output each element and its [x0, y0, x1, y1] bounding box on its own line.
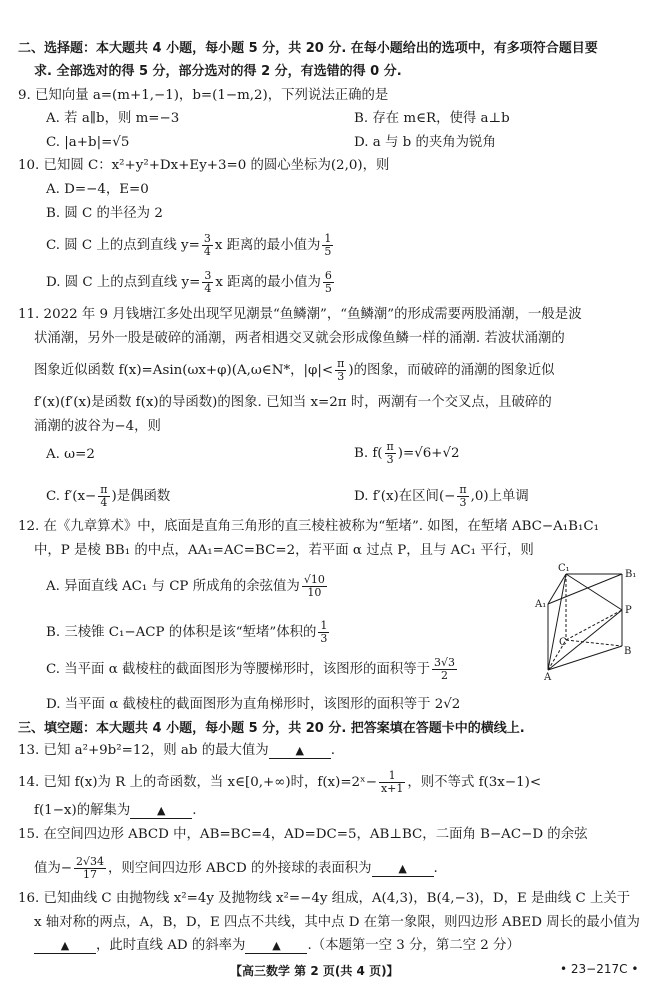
q12-line1: 12. 在《九章算术》中，底面是直角三角形的直三棱柱被称为“堑堵”. 如图，在堑堵 ABC−A₁B₁C₁ — [18, 519, 599, 534]
edge-a-b — [548, 646, 622, 670]
label-c1: C₁ — [558, 563, 570, 574]
q13: 13. 已知 a²+9b²=12，则 ab 的最大值为 ▲ . — [18, 743, 335, 758]
q9-option-a: A. 若 a∥b，则 m=−3 — [46, 111, 180, 126]
frac-c-answer: $\frac{1}{5}$ — [324, 232, 332, 258]
q12-option-d: D. 当平面 α 截棱柱的截面图形为直角梯形时，该图形的面积等于 2√2 — [46, 697, 461, 712]
answer-blank[interactable]: ▲ — [245, 939, 307, 954]
q14-line2: f(1−x)的解集为 ▲ . — [34, 803, 197, 818]
edge-c-b — [566, 640, 622, 646]
prism-figure — [526, 560, 644, 682]
q14-line1: 14. 已知 f(x)为 R 上的奇函数，当 x∈[0,+∞)时，f(x)=2ˣ− $\frac{1}{x+1}$ ，则不等式 f(3x−1)< — [18, 769, 542, 795]
label-b: B — [624, 646, 632, 657]
frac-d-answer: $\frac{6}{5}$ — [324, 269, 332, 295]
q12-option-c: C. 当平面 α 截棱柱的截面图形为等腰梯形时，该图形的面积等于 $\frac{3√3}{2}$ — [46, 656, 456, 682]
label-c: C — [559, 637, 567, 648]
q10-option-a: A. D=−4，E=0 — [46, 182, 149, 197]
q9-option-c: C. |a+b|=√5 — [46, 135, 130, 150]
footer-page-info: 【高三数学 第 2 页(共 4 页)】 — [230, 964, 399, 978]
answer-blank[interactable]: ▲ — [34, 939, 96, 954]
label-a1: A₁ — [535, 599, 547, 610]
edge-c-p — [566, 610, 622, 640]
frac-3-4: $\frac{3}{4}$ — [204, 269, 212, 295]
q10-option-c: C. 圆 C 上的点到直线 y= $\frac{3}{4}$ x 距离的最小值为 $\frac{1}{5}$ — [46, 232, 332, 258]
q11-line4: f′(x)(f′(x)是函数 f(x)的导函数)的图象. 已知当 x=2π 时，两潮有一个交叉点，且破碎的 — [34, 395, 552, 410]
q10-option-b: B. 圆 C 的半径为 2 — [46, 206, 163, 221]
q16-line2: x 轴对称的两点，A，B，D，E 四点不共线，其中点 D 在第一象限，则四边形 ABED 周长的最小值为 — [34, 915, 640, 930]
q15-line2: 值为− $\frac{2√34}{17}$ ，则空间四边形 ABCD 的外接球的表面积为 ▲ . — [34, 855, 438, 881]
q11-option-a: A. ω=2 — [46, 447, 95, 462]
section2-title-line2: 求. 全部选对的得 5 分，部分选对的得 2 分，有选错的得 0 分. — [34, 64, 402, 79]
q9-stem: 9. 已知向量 a=(m+1,−1)，b=(1−m,2)，下列说法正确的是 — [18, 88, 389, 103]
q12-option-a: A. 异面直线 AC₁ 与 CP 所成角的余弦值为 $\frac{√10}{10}$ — [46, 573, 325, 599]
answer-blank[interactable]: ▲ — [130, 804, 192, 819]
section2-title-line1: 二、选择题：本大题共 4 小题，每小题 5 分，共 20 分. 在每小题给出的选项中，有多项符合题目要 — [18, 41, 598, 56]
edge-a1-b1 — [548, 574, 622, 604]
q15-line1: 15. 在空间四边形 ABCD 中，AB=BC=4，AD=DC=5，AB⊥BC，二面角 B−AC−D 的余弦 — [18, 827, 588, 842]
q11-line2: 状涌潮，另外一股是破碎的涌潮，两者相遇交叉就会形成像鱼鳞一样的涌潮. 若波状涌潮的 — [34, 331, 565, 346]
q12-line2: 中，P 是棱 BB₁ 的中点，AA₁=AC=BC=2，若平面 α 过点 P，且与 AC₁ 平行，则 — [34, 543, 534, 558]
frac-3-4: $\frac{3}{4}$ — [203, 232, 211, 258]
answer-blank[interactable]: ▲ — [372, 862, 434, 877]
q11-option-d: D. f′(x)在区间(− $\frac{\pi}{3}$ ,0)上单调 — [354, 483, 529, 509]
label-a: A — [544, 672, 552, 682]
footer-code: • 23−217C • — [560, 962, 639, 976]
answer-blank[interactable]: ▲ — [269, 744, 331, 759]
q11-line5: 涌潮的波谷为−4，则 — [34, 419, 161, 434]
q11-option-c: C. f′(x− $\frac{\pi}{4}$ )是偶函数 — [46, 483, 171, 509]
section3-title: 三、填空题：本大题共 4 小题，每小题 5 分，共 20 分. 把答案填在答题卡中的横线上. — [18, 721, 525, 736]
q9-option-d: D. a 与 b 的夹角为锐角 — [354, 135, 496, 150]
q11-option-b: B. f( $\frac{\pi}{3}$ )=√6+√2 — [354, 440, 460, 466]
label-p: P — [625, 605, 632, 616]
q16-line1: 16. 已知曲线 C 由抛物线 x²=4y 及抛物线 x²=−4y 组成，A(4,3)，B(4,−3)，D，E 是曲线 C 上关于 — [18, 891, 631, 906]
label-b1: B₁ — [625, 569, 637, 580]
q10-option-d: D. 圆 C 上的点到直线 y= $\frac{3}{4}$ x 距离的最小值为 $\frac{6}{5}$ — [46, 269, 332, 295]
q11-line1: 11. 2022 年 9 月钱塘江多处出现罕见潮景“鱼鳞潮”，“鱼鳞潮”的形成需要两股涌潮，一般是波 — [18, 307, 582, 322]
q10-stem: 10. 已知圆 C：x²+y²+Dx+Ey+3=0 的圆心坐标为(2,0)，则 — [18, 158, 390, 173]
q9-option-b: B. 存在 m∈R，使得 a⊥b — [354, 111, 510, 126]
q16-line3: ▲ ，此时直线 AD 的斜率为 ▲ .（本题第一空 3 分，第二空 2 分） — [34, 937, 520, 955]
q12-option-b: B. 三棱锥 C₁−ACP 的体积是该“堑堵”体积的 $\frac{1}{3}$ — [46, 619, 328, 645]
edge-c1-p — [566, 574, 622, 610]
q11-line3: 图象近似函数 f(x)=Asin(ωx+φ)(A,ω∈N*，|φ|< $\frac{\pi}{3}$ )的图象，而破碎的涌潮的图象近似 — [34, 357, 555, 383]
